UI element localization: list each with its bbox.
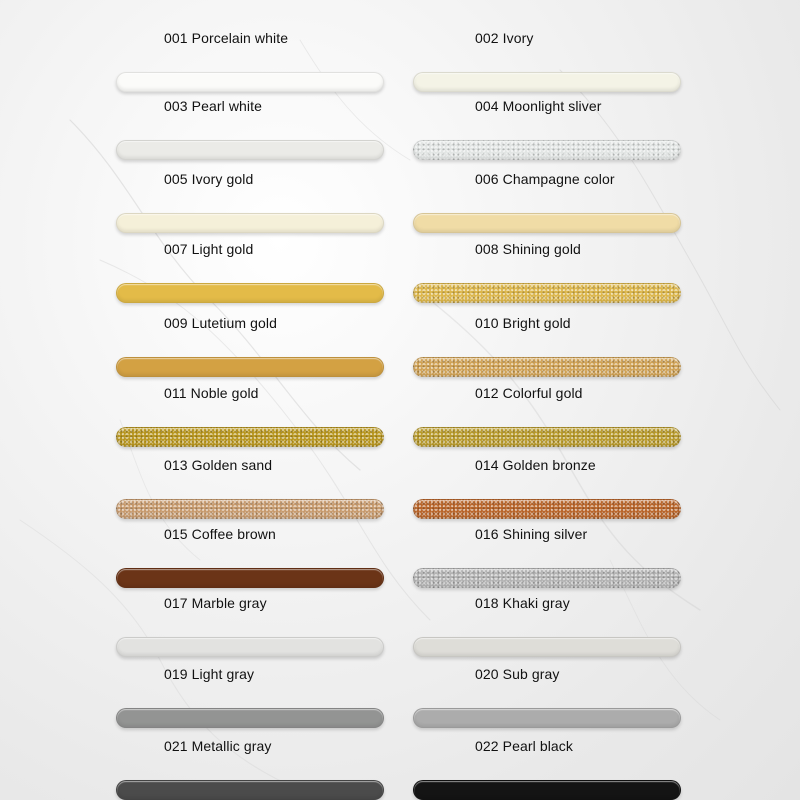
swatch-label: 016 Shining silver bbox=[475, 526, 588, 542]
swatch-label: 009 Lutetium gold bbox=[164, 315, 278, 331]
color-strip bbox=[116, 708, 384, 728]
color-strip bbox=[116, 357, 384, 377]
color-swatch-item bbox=[413, 738, 681, 800]
color-swatch-item bbox=[413, 666, 681, 728]
color-strip bbox=[116, 283, 384, 303]
color-strip bbox=[116, 140, 384, 160]
swatch-label: 015 Coffee brown bbox=[164, 526, 276, 542]
color-swatch-item bbox=[413, 526, 681, 588]
color-strip bbox=[116, 213, 384, 233]
color-strip bbox=[413, 213, 681, 233]
color-strip bbox=[413, 499, 681, 519]
swatch-label: 022 Pearl black bbox=[475, 738, 574, 754]
color-strip bbox=[116, 637, 384, 657]
color-swatch-item bbox=[116, 315, 384, 377]
color-strip bbox=[116, 568, 384, 588]
swatch-label: 018 Khaki gray bbox=[475, 595, 570, 611]
swatch-label: 006 Champagne color bbox=[475, 171, 615, 187]
swatch-label: 010 Bright gold bbox=[475, 315, 571, 331]
color-swatch-item bbox=[413, 98, 681, 160]
swatch-label: 003 Pearl white bbox=[164, 98, 263, 114]
swatch-label: 021 Metallic gray bbox=[164, 738, 272, 754]
swatch-label: 004 Moonlight sliver bbox=[475, 98, 602, 114]
color-swatch-item bbox=[413, 171, 681, 233]
swatch-label: 013 Golden sand bbox=[164, 457, 273, 473]
swatch-label: 019 Light gray bbox=[164, 666, 255, 682]
color-swatch-item bbox=[413, 315, 681, 377]
swatch-label: 012 Colorful gold bbox=[475, 385, 583, 401]
color-swatch-item bbox=[116, 385, 384, 447]
color-swatch-item bbox=[413, 457, 681, 519]
color-strip bbox=[116, 499, 384, 519]
color-swatch-item bbox=[413, 30, 681, 92]
color-swatch-item bbox=[116, 738, 384, 800]
swatch-label: 008 Shining gold bbox=[475, 241, 581, 257]
color-swatch-item bbox=[116, 526, 384, 588]
color-strip bbox=[413, 283, 681, 303]
color-strip bbox=[413, 637, 681, 657]
swatch-label: 011 Noble gold bbox=[164, 385, 259, 401]
color-swatch-item bbox=[116, 595, 384, 657]
swatch-label: 020 Sub gray bbox=[475, 666, 560, 682]
swatch-label: 002 Ivory bbox=[475, 30, 534, 46]
color-swatch-item bbox=[413, 595, 681, 657]
color-swatch-item bbox=[116, 241, 384, 303]
color-strip bbox=[413, 568, 681, 588]
swatch-label: 007 Light gold bbox=[164, 241, 254, 257]
color-swatch-item bbox=[413, 385, 681, 447]
color-swatch-item bbox=[413, 241, 681, 303]
color-swatch-item bbox=[116, 171, 384, 233]
color-strip bbox=[116, 780, 384, 800]
color-strip bbox=[413, 427, 681, 447]
color-swatch-item bbox=[116, 30, 384, 92]
color-swatch-item bbox=[116, 98, 384, 160]
color-strip bbox=[413, 140, 681, 160]
color-swatch-item bbox=[116, 666, 384, 728]
swatch-label: 001 Porcelain white bbox=[164, 30, 289, 46]
color-strip bbox=[116, 427, 384, 447]
color-strip bbox=[413, 708, 681, 728]
swatch-label: 017 Marble gray bbox=[164, 595, 267, 611]
swatch-label: 005 Ivory gold bbox=[164, 171, 254, 187]
color-swatch-item bbox=[116, 457, 384, 519]
color-strip bbox=[413, 357, 681, 377]
swatch-label: 014 Golden bronze bbox=[475, 457, 596, 473]
color-strip bbox=[413, 780, 681, 800]
color-strip bbox=[413, 72, 681, 92]
color-strip bbox=[116, 72, 384, 92]
